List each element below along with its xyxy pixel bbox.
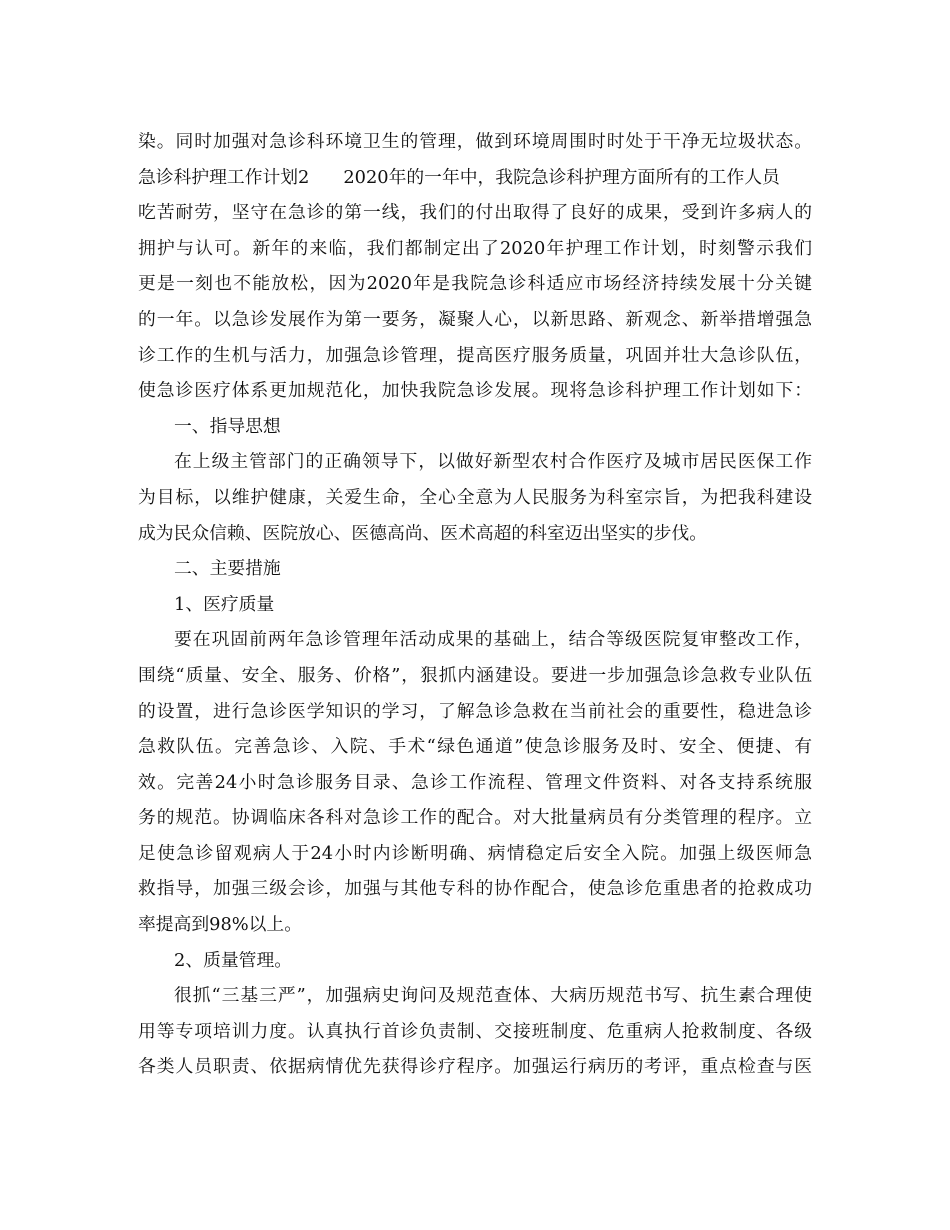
section-heading: 1、医疗质量 xyxy=(174,593,275,615)
section-heading: 一、指导思想 xyxy=(174,415,281,437)
text-line xyxy=(138,160,812,196)
document-page xyxy=(138,124,812,1085)
text-line: 各类人员职责、依据病情优先获得诊疗程序。加强运行病历的考评，重点检查与医 xyxy=(138,1056,812,1078)
text-line: 很抓“三基三严”，加强病史询问及规范查体、大病历规范书写、抗生素合理使 xyxy=(174,985,812,1007)
section-heading: 二、主要措施 xyxy=(174,558,281,580)
text-line: 急救队伍。完善急诊、入院、手术“绿色通道”使急诊服务及时、安全、便捷、有 xyxy=(138,736,812,758)
text-line: 更是一刻也不能放松，因为2020年是我院急诊科适应市场经济持续发展十分关键 xyxy=(138,273,812,295)
section-heading: 2、质量管理。 xyxy=(174,949,293,971)
text-line: 围绕“质量、安全、服务、价格”，狠抓内涵建设。要进一步加强急诊急救专业队伍 xyxy=(138,664,812,686)
text-line: 吃苦耐劳，坚守在急诊的第一线，我们的付出取得了良好的成果，受到许多病人的 xyxy=(138,202,812,224)
text-line: 拥护与认可。新年的来临，我们都制定出了2020年护理工作计划，时刻警示我们 xyxy=(138,237,812,259)
text-fragment: 2020年的一年中，我院急诊科护理方面所有的工作人员 xyxy=(343,166,780,188)
text-line: 要在巩固前两年急诊管理年活动成果的基础上，结合等级医院复审整改工作， xyxy=(174,629,812,651)
section-heading: 急诊科护理工作计划2 xyxy=(138,166,310,188)
text-line: 救指导，加强三级会诊，加强与其他专科的协作配合，使急诊危重患者的抢救成功 xyxy=(138,878,812,900)
text-line: 的设置，进行急诊医学知识的学习，了解急诊急救在当前社会的重要性，稳进急诊 xyxy=(138,700,812,722)
text-line: 务的规范。协调临床各科对急诊工作的配合。对大批量病员有分类管理的程序。立 xyxy=(138,807,812,829)
text-line: 的一年。以急诊发展作为第一要务，凝聚人心，以新思路、新观念、新举措增强急 xyxy=(138,308,812,330)
text-line: 染。同时加强对急诊科环境卫生的管理，做到环境周围时时处于干净无垃圾状态。 xyxy=(138,131,812,152)
text-line: 成为民众信赖、医院放心、医德高尚、医术高超的科室迈出坚实的步伐。 xyxy=(138,522,708,544)
text-line: 效。完善24小时急诊服务目录、急诊工作流程、管理文件资料、对各支持系统服 xyxy=(138,771,812,793)
text-line: 诊工作的生机与活力，加强急诊管理，提高医疗服务质量，巩固并壮大急诊队伍， xyxy=(138,344,812,366)
text-line: 为目标，以维护健康，关爱生命，全心全意为人民服务为科室宗旨，为把我科建设 xyxy=(138,486,812,508)
text-line: 在上级主管部门的正确领导下，以做好新型农村合作医疗及城市居民医保工作 xyxy=(174,451,812,473)
text-line: 使急诊医疗体系更加规范化，加快我院急诊发展。现将急诊科护理工作计划如下： xyxy=(138,380,812,402)
text-line: 足使急诊留观病人于24小时内诊断明确、病情稳定后安全入院。加强上级医师急 xyxy=(138,842,812,864)
text-line: 用等专项培训力度。认真执行首诊负责制、交接班制度、危重病人抢救制度、各级 xyxy=(138,1020,812,1042)
text-line: 率提高到98%以上。 xyxy=(138,914,302,936)
